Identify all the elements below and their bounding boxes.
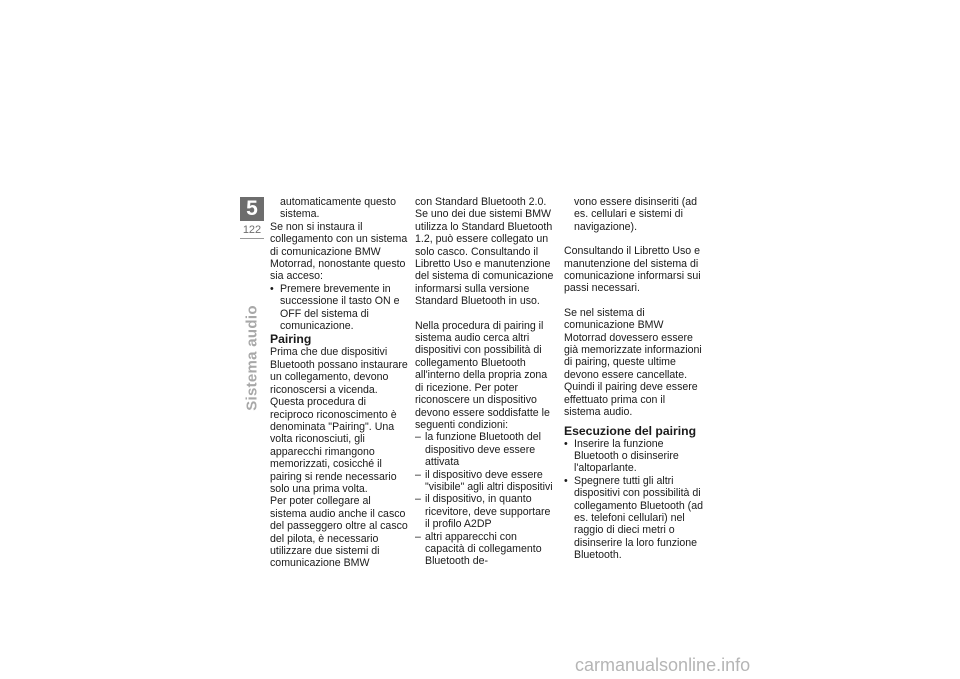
bullet-item: • Premere brevemente in successione il tasto ON e OFF del sistema di comunicazione. — [270, 283, 410, 333]
paragraph: automaticamente questo sistema. — [280, 196, 397, 221]
section-heading-esecuzione: Esecuzione del pairing — [564, 423, 697, 438]
paragraph: vono essere disinseriti (ad es. cellulari e sistemi di navigazione). — [574, 196, 698, 233]
dash-item: – il dispositivo deve essere "visibile" agli altri dispositivi — [415, 469, 555, 494]
paragraph: Nella procedura di pairing il sistema audio cerca altri dispositivi con possibilità di collegamento Bluetooth all'interno della propria zona di ricezione. Per poter riconoscere un dispositivo devono essere soddisfatte le seguenti condizioni: — [415, 319, 550, 431]
text-column-2 — [415, 196, 555, 568]
text-column-1 — [270, 196, 410, 570]
dash-item: – altri apparecchi con capacità di collegamento Bluetooth de- — [415, 531, 555, 568]
page-number: 122 — [242, 224, 262, 236]
paragraph: con Standard Bluetooth 2.0. Se uno dei due sistemi BMW utilizza lo Standard Bluetooth 1.2, può essere collegato un solo casco. Consultando il Libretto Uso e manutenzione del sistema di comunicazione informarsi sulla versione Standard Bluetooth in uso. — [415, 196, 554, 308]
dash-item: – la funzione Bluetooth del dispositivo deve essere attivata — [415, 431, 555, 468]
section-heading-pairing: Pairing — [270, 332, 312, 347]
chapter-number-badge: 5 — [240, 197, 264, 221]
paragraph: Se nel sistema di comunicazione BMW Motorrad dovessero essere già memorizzate informazioni di pairing, queste ultime devono essere cancellate. Quindi il pairing deve essere effettuato prima con il sistema audio. — [564, 306, 702, 419]
bullet-item: • Spegnere tutti gli altri dispositivi con possibilità di collegamento Bluetooth (ad es. telefoni cellulari) nel raggio di dieci metri o disinserire la loro funzione Bluetooth. — [564, 475, 704, 562]
text-column-3 — [564, 196, 704, 562]
watermark: carmanualsonline.info — [575, 655, 751, 675]
page-number-divider — [240, 238, 264, 239]
bullet-item: • Inserire la funzione Bluetooth o disinserire l'altoparlante. — [564, 438, 704, 475]
paragraph: Consultando il Libretto Uso e manutenzione del sistema di comunicazione informarsi sui passi necessari. — [564, 245, 701, 295]
paragraph: Per poter collegare al sistema audio anche il casco del passeggero oltre al casco del pilota, è necessario utilizzare due sistemi di comunicazione BMW — [270, 495, 408, 570]
dash-item: – il dispositivo, in quanto ricevitore, deve supportare il profilo A2DP — [415, 493, 555, 530]
paragraph: Se non si instaura il collegamento con un sistema di comunicazione BMW Motorrad, nonostante questo sia acceso: — [270, 220, 408, 283]
paragraph: Prima che due dispositivi Bluetooth possano instaurare un collegamento, devono riconoscersi a vicenda. Questa procedura di reciproco riconoscimento è denominata "Pairing". Una volta riconosciuti, gli apparecchi rimangono memorizzati, cosicché il pairing si rende necessario solo una prima volta. — [270, 346, 408, 495]
chapter-title-vertical: Sistema audio — [243, 305, 261, 411]
